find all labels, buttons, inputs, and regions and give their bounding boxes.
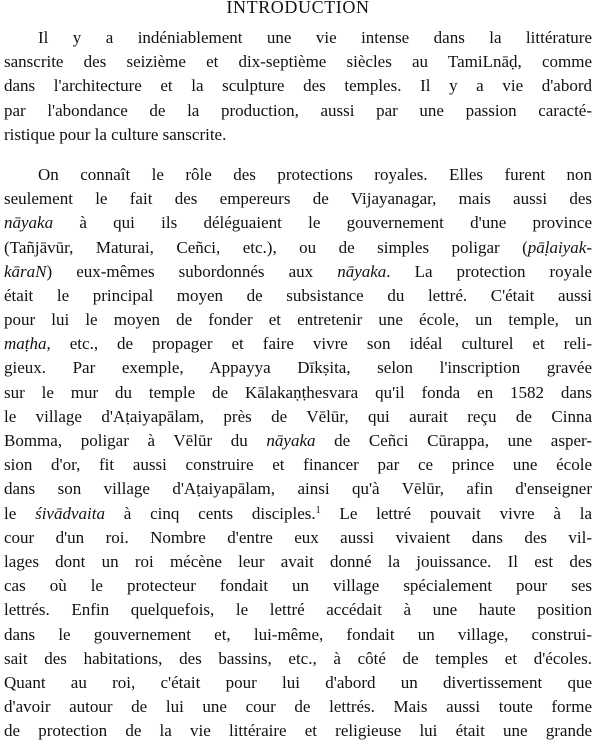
text-line: On connaît le rôle des protections royales. Elles furent non <box>38 164 592 184</box>
text-line: kāraN) eux-mêmes subordonnés aux nāyaka. La protection royale <box>4 261 592 281</box>
text-line: Bomma, poligar à Vēlūr du nāyaka de Ceñci Cūrappa, une asper- <box>4 431 592 450</box>
italic-term: nāyaka <box>4 213 54 233</box>
text-line: (Tañjāvūr, Maturai, Ceñci, etc.), ou de simples poligar (pāḷaiyak- <box>4 237 592 257</box>
paragraph-1 <box>4 26 592 147</box>
italic-term: nāyaka <box>337 261 387 281</box>
text-line: de protection de la vie littéraire et religieuse lui était une grande <box>4 721 592 741</box>
text-line: cour d'un roi. Nombre d'entre eux aussi vivaient dans des vil- <box>4 527 592 547</box>
text-line: le village d'Aṭaiyapālam, près de Vēlūr, qui aurait reçu de Cinna <box>4 406 592 426</box>
text-line: dans son village d'Aṭaiyapālam, ainsi qu'à Vēlūr, afin d'enseigner <box>4 479 592 499</box>
text-line: Quant au roi, c'était pour lui d'abord un divertissement que <box>4 672 592 692</box>
text-line: d'avoir autour de lui une cour de lettrés. Mais aussi toute forme <box>4 697 592 717</box>
text-line: était le principal moyen de subsistance du lettré. C'était aussi <box>4 285 592 305</box>
text-line: maṭha, etc., de propager et faire vivre son idéal culturel et reli- <box>4 334 592 354</box>
text-line: lettrés. Enfin quelquefois, le lettré accédait à une haute position <box>4 600 592 620</box>
italic-term: maṭha <box>4 334 47 354</box>
italic-term: nāyaka <box>266 431 316 450</box>
footnote-marker: 1 <box>315 504 321 516</box>
text-line: gieux. Par exemple, Appayya Dīkṣita, selon l'inscription gravée <box>4 358 592 378</box>
text-line: sait des habitations, des bassins, etc., à côté de temples et d'écoles. <box>4 648 592 668</box>
italic-term: pāḷaiyak- <box>527 237 592 257</box>
italic-term: śivādvaita <box>35 503 105 523</box>
text-line: lages dont un roi mécène leur avait donné la jouissance. Il est des <box>4 551 592 571</box>
text-line: sanscrite des seizième et dix-septième siècles au TamiLnāḍ, comme <box>4 52 592 72</box>
text-line: pour lui le moyen de fonder et entretenir une école, un temple, un <box>4 310 592 330</box>
text-line: nāyaka à qui ils déléguaient le gouvernement d'une province <box>4 213 592 233</box>
text-line: dans l'architecture et la sculpture des temples. Il y a vie d'abord <box>4 76 592 96</box>
text-line: sion d'or, fit aussi construire et financer par ce prince une école <box>4 455 592 475</box>
paragraph-2 <box>4 163 592 744</box>
text-line: ristique pour la culture sanscrite. <box>4 124 227 144</box>
text-line: seulement le fait des empereurs de Vijayanagar, mais aussi des <box>4 189 592 209</box>
text-line: par l'abondance de la production, aussi par une passion caracté- <box>4 100 592 120</box>
text-line: sur le mur du temple de Kālakaṇṭhesvara qu'il fonda en 1582 dans <box>4 382 592 402</box>
text-line: cas où le protecteur fondait un village spécialement pour ses <box>4 576 592 596</box>
text-line: dans le gouvernement et, lui-même, fondait un village, construi- <box>4 624 592 644</box>
text-line: le śivādvaita à cinq cents disciples.$^1$ Le lettré pouvait vivre à la <box>4 503 592 523</box>
page-title: INTRODUCTION <box>226 0 370 17</box>
italic-term: kāraN <box>4 261 47 281</box>
text-line: Il y a indéniablement une vie intense dans la littérature <box>38 28 592 47</box>
paragraph-spacer <box>4 147 592 163</box>
